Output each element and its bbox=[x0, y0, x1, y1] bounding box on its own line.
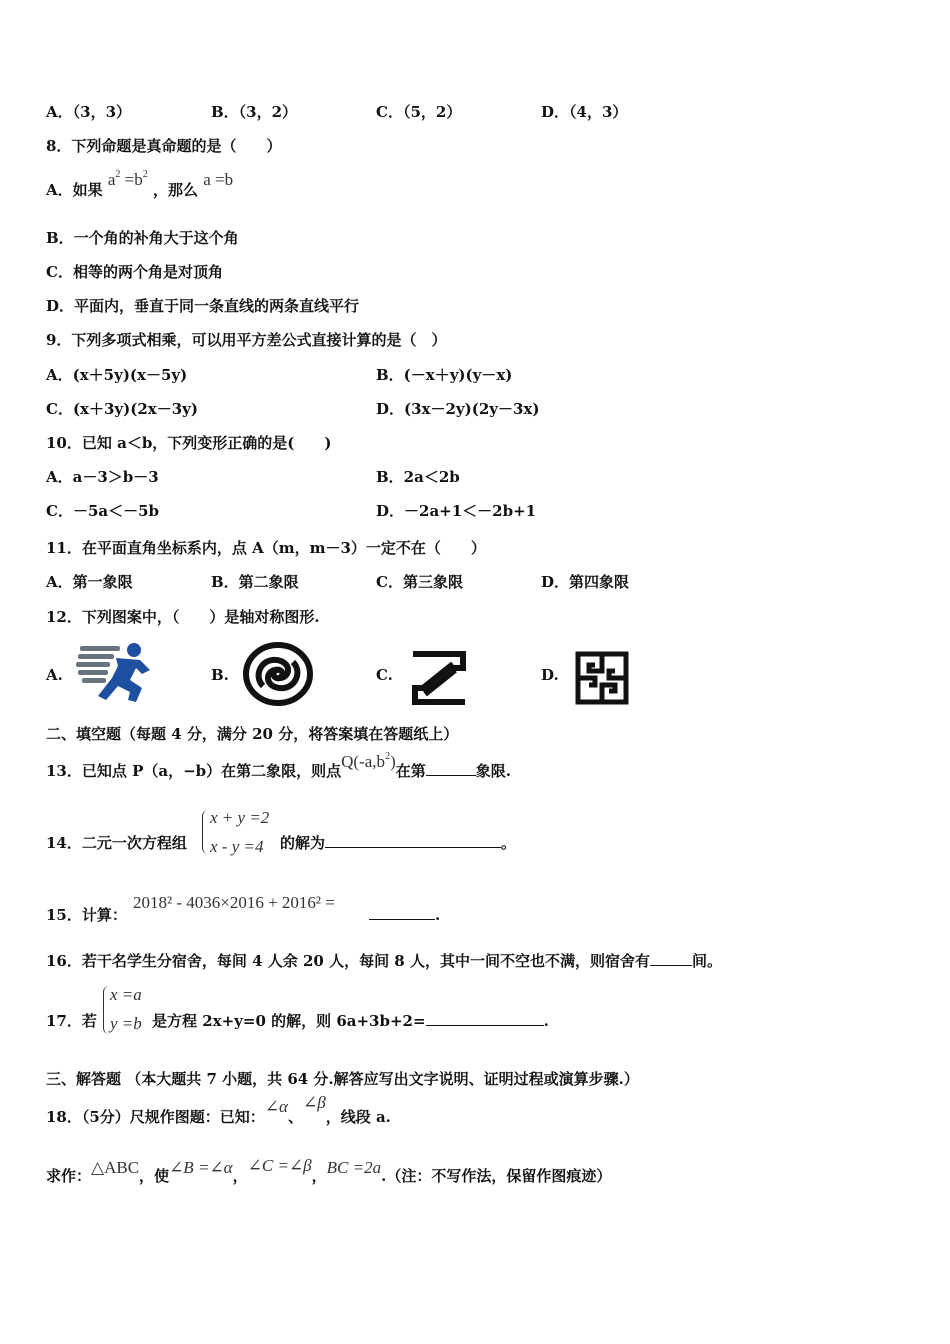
q7-option-c: C．（5，2） bbox=[376, 103, 462, 121]
q8-a-term2: =b bbox=[120, 170, 143, 189]
q11-option-a: A．第一象限 bbox=[46, 573, 133, 591]
q13 bbox=[46, 751, 511, 784]
q18-stem bbox=[46, 1093, 391, 1127]
q9-option-d: D．(3x－2y)(2y－3x) bbox=[376, 400, 540, 418]
q13-point-close: ) bbox=[390, 752, 396, 771]
q11-stem: 11．在平面直角坐标系内，点 A（m，m－3）一定不在（ ） bbox=[46, 539, 486, 557]
q7-option-a: A．（3，3） bbox=[46, 103, 132, 121]
q8-a-conclusion: a =b bbox=[203, 170, 234, 189]
q8-a-sup: 2 bbox=[115, 169, 121, 180]
q8-a-prefix: A．如果 bbox=[46, 181, 103, 199]
q8-a-term: a bbox=[107, 170, 116, 189]
q8-option-a bbox=[46, 169, 234, 203]
q16 bbox=[46, 951, 722, 971]
q17-equation-2: y =b bbox=[110, 1014, 142, 1033]
q13-middle: 在第 bbox=[395, 762, 426, 780]
q7-option-b: B．（3，2） bbox=[211, 103, 298, 121]
q18-prefix: 18．（5分）尺规作图题：已知： bbox=[46, 1108, 265, 1126]
q9-option-b: B．(－x＋y)(y－x) bbox=[376, 366, 513, 384]
q14-post: 的解为 bbox=[280, 834, 326, 852]
swirl-emblem-icon bbox=[243, 642, 313, 706]
q14-prefix: 14．二元一次方程组 bbox=[46, 834, 187, 852]
q9-stem: 9．下列多项式相乘，可以用平方差公式直接计算的是（ ） bbox=[46, 331, 447, 349]
q14-equation-1: x + y =2 bbox=[210, 808, 270, 827]
q11-option-d: D．第四象限 bbox=[541, 573, 630, 591]
q14-end: 。 bbox=[501, 834, 517, 852]
q8-option-b: B．一个角的补角大于这个角 bbox=[46, 229, 239, 247]
q18-requirement bbox=[46, 1156, 612, 1186]
q18-separator: 、 bbox=[287, 1108, 303, 1126]
q16-answer-blank[interactable] bbox=[650, 951, 692, 966]
q17-prefix: 17．若 bbox=[46, 1012, 97, 1030]
q15-prefix: 15．计算： bbox=[46, 906, 127, 924]
q16-text: 16．若干名学生分宿舍，每间 4 人余 20 人，每间 8 人，其中一间不空也不满，则宿舍有 bbox=[46, 952, 650, 970]
q17-brace bbox=[103, 986, 110, 1034]
q8-stem: 8．下列命题是真命题的是（ ） bbox=[46, 137, 282, 155]
section-solution-heading: 三、解答题 （本大题共 7 小题，共 64 分.解答应写出文字说明、证明过程或演算步骤.） bbox=[46, 1070, 639, 1088]
q18-condition-3: BC =2a bbox=[326, 1158, 382, 1177]
q18-comma-2: ， bbox=[232, 1167, 248, 1185]
q13-point bbox=[341, 752, 396, 771]
q18-triangle: △ABC bbox=[91, 1158, 140, 1177]
q12-label-b: B. bbox=[211, 666, 229, 684]
q18-post: ，线段 a. bbox=[325, 1108, 391, 1126]
q15-end: . bbox=[435, 906, 441, 924]
q10-stem: 10．已知 a＜b，下列变形正确的是( ) bbox=[46, 434, 332, 452]
q18-angle-beta: ∠β bbox=[303, 1093, 326, 1112]
q18-condition-1: ∠B =∠α bbox=[169, 1158, 233, 1177]
q18-req-label: 求作： bbox=[46, 1167, 92, 1185]
q18-note: .（注：不写作法，保留作图痕迹） bbox=[381, 1167, 612, 1185]
q14-brace bbox=[202, 810, 209, 854]
q13-answer-blank[interactable] bbox=[426, 761, 476, 776]
q10-option-c: C．－5a＜－5b bbox=[46, 502, 160, 520]
q14-answer-blank[interactable] bbox=[325, 833, 501, 848]
q18-comma-3: ， bbox=[311, 1167, 327, 1185]
q8-a-mid: ，那么 bbox=[153, 181, 199, 199]
q14-suffix bbox=[280, 833, 516, 853]
q13-point-expr: Q(-a,b bbox=[341, 752, 386, 771]
q8-option-d: D．平面内，垂直于同一条直线的两条直线平行 bbox=[46, 297, 360, 315]
q12-label-d: D. bbox=[541, 666, 559, 684]
q11-option-c: C．第三象限 bbox=[376, 573, 463, 591]
q17-suffix bbox=[152, 1011, 549, 1031]
q15-answer-blank[interactable] bbox=[369, 905, 435, 920]
q13-prefix: 13．已知点 P（a，−b）在第二象限，则点 bbox=[46, 762, 342, 780]
q13-suffix: 象限. bbox=[475, 762, 511, 780]
q17-answer-blank[interactable] bbox=[426, 1011, 544, 1026]
q10-option-d: D．－2a+1＜－2b+1 bbox=[376, 502, 537, 520]
q8-a-formula bbox=[108, 170, 148, 189]
interlock-mark-icon bbox=[409, 650, 469, 706]
q16-end: 间。 bbox=[691, 952, 722, 970]
q18-comma-1: ，使 bbox=[139, 1167, 170, 1185]
q15-answer bbox=[369, 905, 440, 925]
q17-equation-1: x =a bbox=[110, 985, 142, 1004]
q7-option-d: D．（4，3） bbox=[541, 103, 628, 121]
q9-option-a: A．(x＋5y)(x－5y) bbox=[46, 366, 188, 384]
q15-expression: 2018² - 4036×2016 + 2016² = bbox=[133, 893, 335, 912]
q17-post: 是方程 2x+y=0 的解，则 6a+3b+2= bbox=[152, 1012, 426, 1030]
q17-end: . bbox=[543, 1012, 549, 1030]
q11-option-b: B．第二象限 bbox=[211, 573, 299, 591]
q12-stem: 12．下列图案中，（ ）是轴对称图形. bbox=[46, 608, 320, 626]
q14-equation-2: x - y =4 bbox=[210, 837, 264, 856]
q8-option-c: C．相等的两个角是对顶角 bbox=[46, 263, 223, 281]
q18-condition-2: ∠C =∠β bbox=[247, 1156, 312, 1175]
q10-option-b: B．2a＜2b bbox=[376, 468, 460, 486]
maze-pattern-icon bbox=[575, 651, 629, 705]
section-fill-in-heading: 二、填空题（每题 4 分，满分 20 分，将答案填在答题纸上） bbox=[46, 725, 459, 743]
q18-angle-alpha: ∠α bbox=[264, 1097, 288, 1116]
q9-option-c: C．(x＋3y)(2x－3y) bbox=[46, 400, 198, 418]
runner-logo-icon bbox=[76, 640, 158, 706]
q8-a-sup2: 2 bbox=[142, 169, 148, 180]
q12-label-c: C. bbox=[376, 666, 393, 684]
q13-point-sup: 2 bbox=[385, 751, 391, 762]
q12-label-a: A. bbox=[46, 666, 63, 684]
q10-option-a: A．a－3＞b－3 bbox=[46, 468, 159, 486]
